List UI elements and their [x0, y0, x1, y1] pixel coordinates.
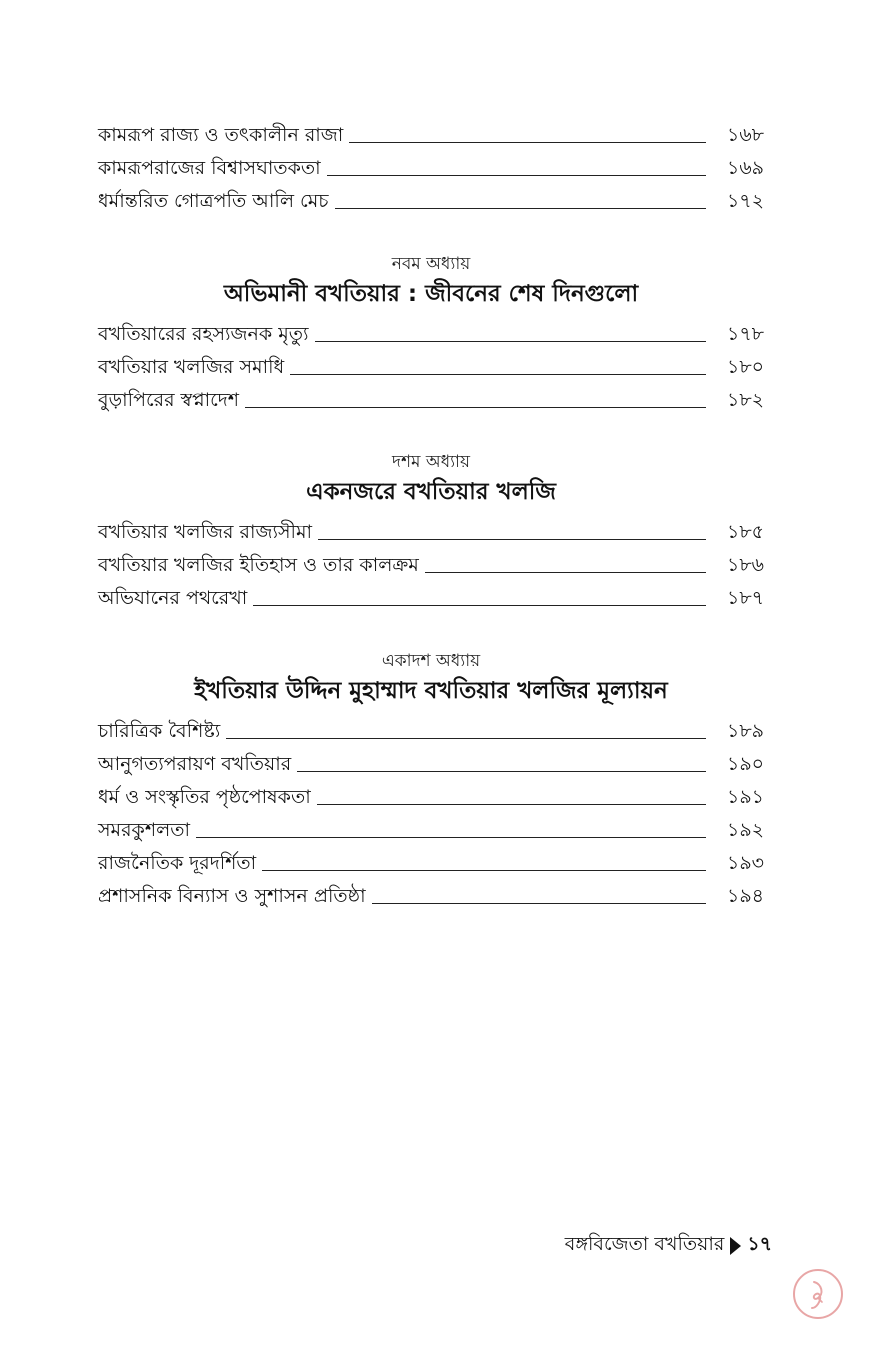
toc-entry-page: ১৯৩	[726, 852, 764, 874]
dotted-leader	[196, 836, 706, 838]
toc-entry-page: ১৬৯	[726, 157, 764, 179]
toc-entry-page: ১৮২	[726, 389, 764, 411]
toc-entry-page: ১৯০	[726, 753, 764, 775]
dotted-leader	[317, 803, 706, 805]
toc-entry	[98, 842, 764, 875]
dotted-leader	[315, 340, 706, 342]
publisher-logo-icon	[792, 1268, 844, 1320]
toc-entry-title: রাজনৈতিক দূরদর্শিতা	[98, 852, 257, 874]
chapter-number: নবম অধ্যায়	[391, 254, 471, 274]
toc-entry-title: বুড়াপিরের স্বপ্নাদেশ	[98, 389, 239, 411]
toc-section-0	[98, 114, 764, 213]
toc-entry-page: ১৭২	[726, 190, 764, 212]
toc-entry	[98, 379, 764, 412]
dotted-leader	[349, 141, 706, 143]
dotted-leader	[253, 604, 706, 606]
toc-entry	[98, 180, 764, 213]
toc-section-chapter-9	[98, 253, 764, 412]
toc-entry-page: ১৮৭	[726, 587, 764, 609]
triangle-right-icon	[730, 1237, 741, 1255]
toc-section-chapter-11	[98, 650, 764, 908]
toc-entry-title: ধর্মান্তরিত গোত্রপতি আলি মেচ	[98, 190, 329, 212]
toc-entry-title: প্রশাসনিক বিন্যাস ও সুশাসন প্রতিষ্ঠা	[98, 885, 366, 907]
dotted-leader	[297, 770, 706, 772]
toc-entry-title: অভিযানের পথরেখা	[98, 587, 248, 609]
chapter-number: একাদশ অধ্যায়	[381, 651, 481, 671]
toc-entry	[98, 743, 764, 776]
chapter-heading: একনজরে বখতিয়ার খলজি	[306, 479, 556, 505]
toc-entry-title: আনুগত্যপরায়ণ বখতিয়ার	[98, 753, 292, 775]
chapter-heading: ইখতিয়ার উদ্দিন মুহাম্মাদ বখতিয়ার খলজির মূল্যায়ন	[194, 678, 668, 704]
toc-entry-page: ১৬৮	[726, 124, 764, 146]
toc-entry-title: কামরূপরাজের বিশ্বাসঘাতকতা	[98, 157, 321, 179]
toc-entry	[98, 313, 764, 346]
page-number: ১৭	[747, 1233, 772, 1255]
chapter-heading: অভিমানী বখতিয়ার : জীবনের শেষ দিনগুলো	[223, 281, 639, 307]
toc-entry-title: বখতিয়ারের রহস্যজনক মৃত্যু	[98, 323, 309, 345]
toc-entry-page: ১৮৯	[727, 720, 764, 742]
toc-entry-title: কামরূপ রাজ্য ও তৎকালীন রাজা	[98, 124, 344, 146]
toc-entry	[98, 577, 764, 610]
toc-entry-page: ১৯৪	[727, 885, 764, 907]
toc-entry	[98, 511, 764, 544]
toc-entry	[98, 710, 764, 743]
toc-entry	[98, 776, 764, 809]
dotted-leader	[318, 538, 706, 540]
toc-entry-title: সমরকুশলতা	[98, 819, 191, 841]
toc-entry-title: বখতিয়ার খলজির ইতিহাস ও তার কালক্রম	[98, 554, 419, 576]
toc-entry-title: বখতিয়ার খলজির সমাধি	[98, 356, 285, 378]
dotted-leader	[372, 902, 706, 904]
dotted-leader	[262, 869, 706, 871]
dotted-leader	[290, 373, 706, 375]
running-book-title: বঙ্গবিজেতা বখতিয়ার	[564, 1233, 725, 1255]
dotted-leader	[245, 406, 706, 408]
page-footer	[565, 1230, 772, 1262]
toc-entry	[98, 346, 764, 379]
toc-entry-page: ১৮৫	[727, 521, 764, 543]
dotted-leader	[327, 174, 706, 176]
toc-entry	[98, 875, 764, 908]
toc-entry-page: ১৮০	[726, 356, 764, 378]
chapter-number: দশম অধ্যায়	[392, 452, 470, 472]
toc-entry	[98, 809, 764, 842]
toc-section-chapter-10	[98, 451, 764, 610]
dotted-leader	[335, 207, 706, 209]
toc-entry-page: ১৭৮	[726, 323, 764, 345]
toc-entry	[98, 544, 764, 577]
toc-entry-page: ১৯২	[726, 819, 764, 841]
toc-entry-title: ধর্ম ও সংস্কৃতির পৃষ্ঠপোষকতা	[98, 786, 311, 808]
toc-entry-page: ১৯১	[727, 786, 764, 808]
toc-entry-title: চারিত্রিক বৈশিষ্ট্য	[98, 720, 221, 742]
dotted-leader	[226, 737, 706, 739]
toc-entry-page: ১৮৬	[726, 554, 764, 576]
dotted-leader	[425, 571, 706, 573]
toc-entry-title: বখতিয়ার খলজির রাজ্যসীমা	[98, 521, 313, 543]
toc-entry	[98, 114, 764, 147]
toc-entry	[98, 147, 764, 180]
